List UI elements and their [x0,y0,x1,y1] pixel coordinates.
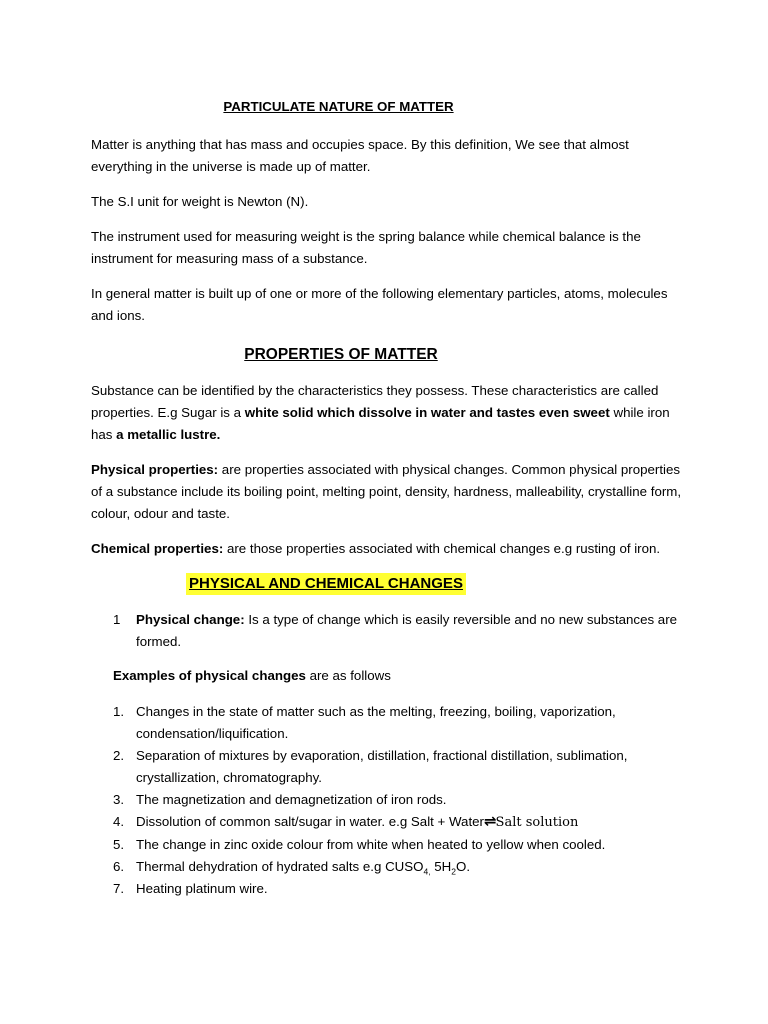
properties-intro-bold-sugar: white solid which dissolve in water and tastes even sweet [244,405,610,420]
physical-change-body [136,609,691,653]
formula-text: Thermal dehydration of hydrated salts e.g CUSO [136,859,424,874]
list-item [113,856,691,878]
list-item-number: 5. [113,837,125,852]
list-item-text: Separation of mixtures by evaporation, distillation, fractional distillation, sublimation, crystallization, chromatography. [136,748,628,785]
properties-heading: PROPERTIES OF MATTER [244,346,438,363]
list-item-text: The change in zinc oxide colour from white when heated to yellow when cooled. [136,837,606,852]
formula-mid: 5H [430,859,452,874]
list-item [113,834,691,856]
changes-heading-wrap [91,573,691,595]
chemical-properties-text: are those properties associated with chemical changes e.g rusting of iron. [223,541,661,556]
properties-intro [91,380,691,446]
formula-subscript: 4, [423,866,431,877]
list-item [113,789,691,811]
list-item-text: Heating platinum wire. [136,881,268,896]
measuring-instrument: The instrument used for measuring weight is the spring balance while chemical balance is the instrument for measuring mass of a substance. [91,229,641,266]
list-item-number: 2. [113,748,125,763]
chemical-properties-label: Chemical properties: [91,541,224,556]
list-item-number: 3. [113,792,125,807]
elementary-particles: In general matter is built up of one or more of the following elementary particles, atoms, molecules and ions. [91,286,668,323]
changes-heading: PHYSICAL AND CHEMICAL CHANGES [186,573,466,595]
matter-definition: Matter is anything that has mass and occupies space. By this definition, We see that almost everything in the universe is made up of matter. [91,137,629,174]
physical-properties [91,459,691,525]
list-item-text [136,856,691,878]
list-item [113,811,691,834]
properties-intro-a: Substance can be identified by the characteristics they possess. These characteristics are called properties. E.g Sugar is a [91,383,659,420]
salt-solution-text: Salt solution [495,815,579,830]
physical-changes-list [113,701,691,900]
list-item-text: Changes in the state of matter such as the melting, freezing, boiling, vaporization, condensation/liquification. [136,704,616,741]
physical-properties-text: are properties associated with physical changes. Common physical properties of a substance include its boiling point, melting point, density, hardness, malleability, crystalline form, colour, odour and taste. [91,462,682,521]
physical-change-number: 1 [113,612,121,627]
document-page [91,96,691,900]
physical-change-text: Is a type of change which is easily reversible and no new substances are formed. [136,612,678,649]
examples-text: are as follows [305,668,391,683]
list-item-text: The magnetization and demagnetization of iron rods. [136,792,447,807]
list-item [113,745,691,789]
physical-properties-label: Physical properties: [91,462,219,477]
equilibrium-arrow-icon: ⇌ [483,813,496,830]
list-item-text [136,811,691,834]
examples-label: Examples of physical changes [113,668,306,683]
examples-intro [113,665,691,687]
physical-change-label: Physical change: [136,612,245,627]
document-title: PARTICULATE NATURE OF MATTER [223,99,454,114]
list-item-number: 7. [113,881,125,896]
list-item-number: 1. [113,704,125,719]
si-unit-weight: The S.I unit for weight is Newton (N). [91,194,309,209]
physical-change-item [91,609,691,653]
formula-subscript: 2 [451,866,457,877]
list-item-number: 4. [113,814,125,829]
properties-intro-bold-iron: a metallic lustre. [116,427,221,442]
chemical-properties [91,538,691,560]
list-item [113,701,691,745]
list-item [113,878,691,900]
formula-end: O. [456,859,471,874]
list-item-number: 6. [113,859,125,874]
properties-intro-c: while iron has [91,405,670,442]
salt-water-text: Dissolution of common salt/sugar in water. e.g Salt + Water [136,814,484,829]
